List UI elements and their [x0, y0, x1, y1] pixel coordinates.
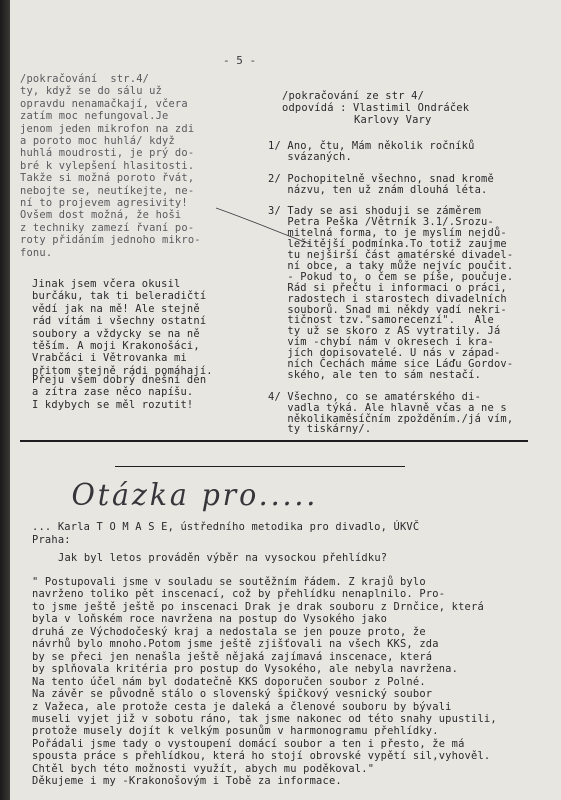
answer-line: mitelná forma, to je myslím nejdů- [268, 227, 507, 240]
left-text-line: jenom jeden mikrofon na zdi [20, 122, 195, 135]
answer-line: 1/ Ano, čtu, Mám několik ročníků [268, 140, 475, 152]
page-edge-shadow [0, 0, 10, 800]
left-text-line: /pokračování str.4/ [20, 73, 150, 85]
answer-line: 3/ Tady se asi shoduji se záměrem [268, 205, 482, 218]
answer-line: vadla týká. Ale hlavně včas a ne s [268, 401, 507, 414]
left-text-line: fonu. [20, 246, 53, 259]
answer-text-line: návrhů bylo mnoho.Potom jsme ještě zjišťovali na všech KKS, zda [32, 638, 439, 651]
left-text-line: a poroto moc huhlá/ když [20, 135, 175, 147]
left-text-line: roty přidáním jednoho mikro- [20, 234, 201, 247]
answer-text-line: by splňovala kritéria pro postup do Vysokého, ale nebyla navržena. [32, 663, 459, 676]
left-text-line: soubory a vždycky se na ně [32, 327, 200, 340]
answer-text-line: Děkujeme i my -Krakonošovým i Tobě za informace. [32, 775, 342, 788]
answer-text-line: spousta práce s přehlídkou, která ho stojí obrovské vypětí sil,vyhověl. [32, 750, 491, 763]
left-text-line: Takže si možná poroto řvát, [20, 172, 195, 185]
intro-line: ... Karla T O M A S E, ústředního metodika pro divadlo, ÚKVČ [32, 521, 420, 533]
answer-text-line: Na závěr se původně stálo o slovenský špičkový vesnický soubor [32, 688, 433, 701]
answer-text-line: Na tento účel nám byl dodatečně KKS doporučen soubor z Polné. [32, 675, 426, 688]
section-divider [20, 440, 528, 442]
answer-text-line: navrženo toliko pět inscenací, což by přehlídku nenaplnilo. Pro- [32, 588, 446, 601]
left-text-line: huhlá moudrosti, je prý do- [20, 147, 195, 160]
left-text-line: rád vítám i všechny ostatní [32, 315, 207, 328]
left-text-line: vědí jak na mě! Ale stejně [32, 302, 200, 315]
answer-text-line: byla v loňském roce navržena na postup do Vysokého jako [32, 613, 388, 626]
left-text-line: I kdybych se měl rozutit! [32, 398, 194, 411]
answer-text-line: to jsme ještě ještě po inscenaci Drak je drak souboru z Drnčice, která [32, 600, 484, 613]
left-text-line: ní to projevem agresivity! [20, 197, 188, 209]
left-text-line: burčáku, tak ti beleradičtí [32, 290, 207, 303]
answer-line: ních Čechách máme sice Láďu Gordov- [268, 358, 514, 370]
left-text-line: těším. A moji Krakonošáci, [32, 340, 200, 352]
right-header: /pokračování ze str 4/ [282, 90, 425, 102]
left-text-line: Jinak jsem včera okusil [32, 278, 181, 290]
answer-line: tičnost tzv."samorecenzí". Ale [268, 314, 494, 327]
answer-line: ležitější podmínka.To totiž zaujme [268, 238, 507, 251]
answer-text-line: z Važeca, ale protože cesta je daleká a členové souboru by bývali [32, 700, 452, 713]
answer-line: názvu, ten už znám dlouhá léta. [268, 183, 488, 196]
answer-text-line: protože musely dojít k velkým posunům v harmonogramu přehlídky. [32, 725, 439, 738]
answer-text-line: Chtěl bych této možnosti využít, abych mu poděkoval." [32, 762, 375, 775]
left-text-line: ty, když se do sálu už [20, 85, 163, 98]
answer-line: ty už se skoro z AS vytratily. Já [268, 325, 501, 338]
left-text-line: a zítra zase něco napíšu. [32, 386, 194, 399]
answer-line: svázaných. [268, 150, 352, 163]
answer-line: několikaměsíčním zpožděním./já vím, [268, 412, 514, 425]
answer-text-line: Pořádali jsme tady o vystoupení domácí soubor a ten i přesto, že má [32, 737, 465, 750]
answer-text-line: druhá ze Východočeský kraj a nedostala se jen pouze proto, že [32, 625, 426, 638]
answer-line: vím -chybí nám v okresech i kra- [268, 336, 494, 349]
heading-rule [115, 466, 405, 467]
answer-line: jích dopisovatelé. U nás v západ- [268, 347, 501, 360]
answer-line: 4/ Všechno, co se amatérského di- [268, 390, 482, 403]
answer-text-line: museli vyjet již v sobotu ráno, tak jsme nakonec od této snahy upustili, [32, 712, 497, 725]
page-number: - 5 - [223, 54, 257, 67]
left-text-line: Vrabčáci i Větrovanka mi [32, 352, 187, 365]
answer-line: ní obce, a taky může nejvíc poučit. [268, 259, 514, 272]
left-text-line: z techniky zamezí řvaní po- [20, 221, 195, 234]
left-text-line: přitom stejně rádi pomáhají. [32, 364, 213, 377]
answerer-place: Karlovy Vary [354, 114, 432, 126]
left-text-line: opravdu nenamačkají, včera [20, 97, 188, 110]
left-text-line: bré k vylepšení hlasitosti. [20, 159, 195, 172]
answer-line: radostech i starostech divadelních [268, 292, 507, 305]
left-text-line: zatím moc nefungoval.Je [20, 110, 169, 123]
document-page [10, 0, 561, 800]
answer-text-line: by se přeci jen nenašla ještě nějaká zajímavá inscenace, která [32, 650, 433, 663]
answer-line: souborů. Snad mi někdy vadí nekri- [268, 303, 507, 316]
answer-line: ského, ale ten to sám nestačí. [268, 368, 482, 381]
answer-text-line: " Postupovali jsme v souladu se soutěžním řádem. Z krajů bylo [32, 576, 426, 588]
left-text-line: nebojte se, neutíkejte, ne- [20, 184, 195, 197]
left-text-line: Ovšem dost možná, že hoši [20, 209, 182, 222]
answer-line: tu nejširší část amatérské divadel- [268, 249, 514, 261]
handwritten-heading: Otázka pro..... [71, 478, 319, 513]
answerer-name: odpovídá : Vlastimil Ondráček [282, 102, 470, 114]
interview-question: Jak byl letos prováděn výběr na vysockou přehlídku? [58, 552, 388, 564]
intro-line: Praha: [32, 533, 71, 546]
answer-line: Rád si přečtu i informaci o práci, [268, 281, 507, 294]
connector-line [10, 0, 561, 303]
answer-line: - Pokud to, o čem se píše, poučuje. [268, 270, 514, 283]
answer-line: 2/ Pochopitelně všechno, snad kromě [268, 172, 494, 185]
left-text-line: Přeju všem dobrý dnešní den [32, 374, 207, 386]
answer-line: ty tiskárny/. [268, 423, 372, 436]
answer-line: Petra Peška /Větrník 3.1/.Srozu- [268, 216, 494, 229]
